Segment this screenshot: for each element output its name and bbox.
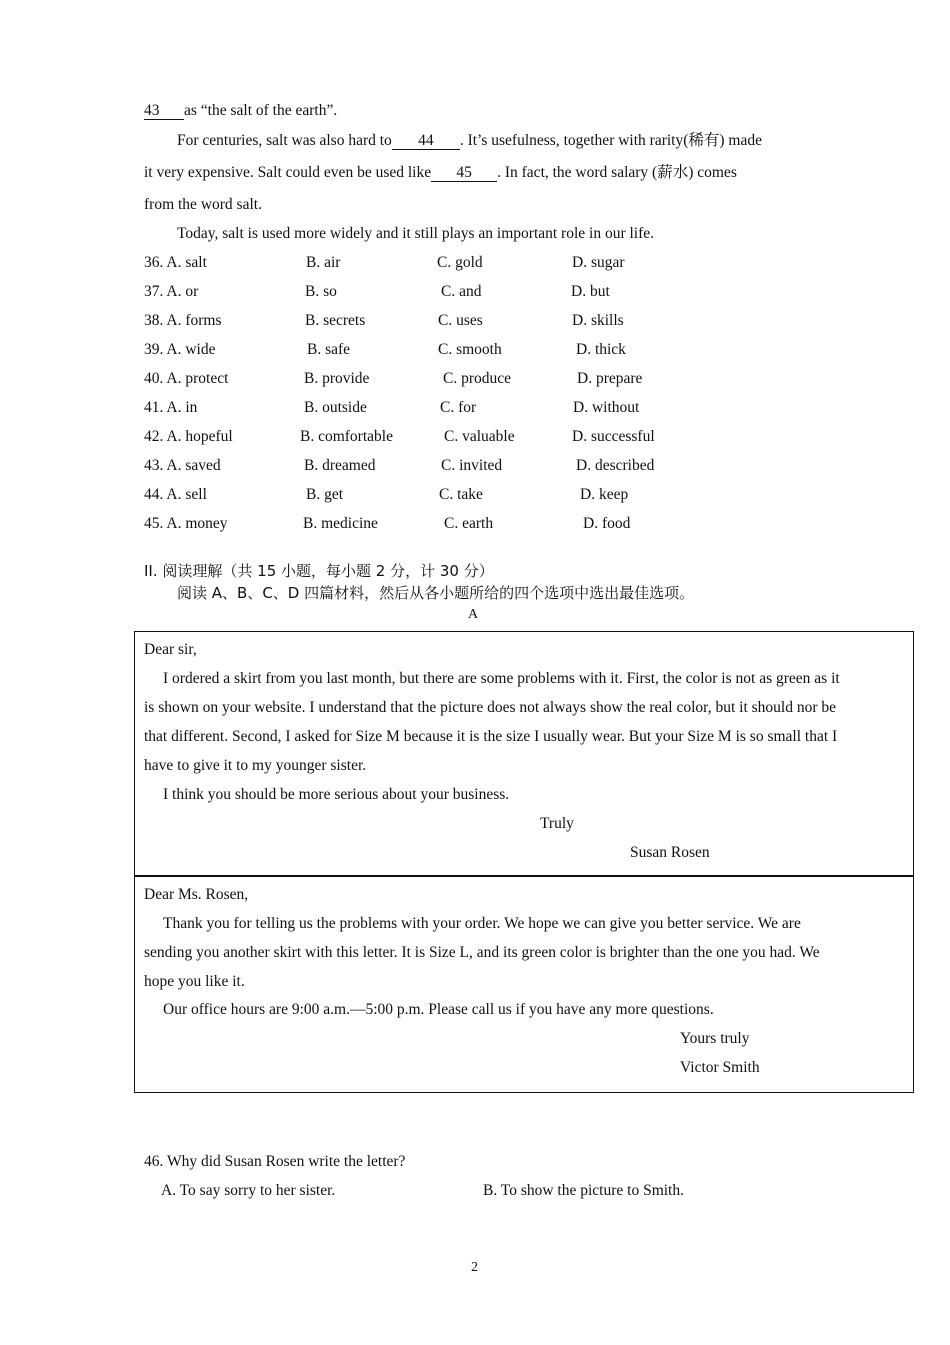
question-45-c: C. earth [444,515,494,532]
question-37-d: D. but [571,283,610,300]
question-38-d: D. skills [572,312,624,329]
passage-label: A [468,607,479,622]
question-44-a: 44. A. sell [144,486,207,503]
question-40-c: C. produce [443,370,512,387]
letter-1-signature: Susan Rosen [630,844,710,861]
question-42-a: 42. A. hopeful [144,428,233,445]
letter-2-greeting: Dear Ms. Rosen, [144,886,249,903]
letter-1-line-1: I ordered a skirt from you last month, but there are some problems with it. First, the color is not as green as it [163,670,840,687]
question-40-b: B. provide [304,370,370,387]
question-39-b: B. safe [307,341,351,358]
cloze-line-3 [144,163,737,183]
blank-45: 45 [431,164,497,182]
question-45-b: B. medicine [303,515,378,532]
letter-2-line-1: Thank you for telling us the problems with your order. We hope we can give you better service. We are [163,915,801,932]
question-38-b: B. secrets [305,312,366,329]
letter-1-line-3: that different. Second, I asked for Size M because it is the size I usually wear. But your Size M is so small that I [144,728,838,745]
question-38-a: 38. A. forms [144,312,222,329]
question-39-c: C. smooth [438,341,502,358]
question-37-a: 37. A. or [144,283,199,300]
letter-2-signature: Victor Smith [680,1059,760,1076]
blank-44: 44 [392,132,460,150]
question-46-option-b: B. To show the picture to Smith. [483,1182,684,1199]
question-41-c: C. for [440,399,477,416]
question-38-c: C. uses [438,312,483,329]
letter-2-line-4: Our office hours are 9:00 a.m.—5:00 p.m. Please call us if you have any more questions. [163,1001,714,1018]
cloze-line-1-text: as “the salt of the earth”. [184,102,338,119]
question-41-d: D. without [573,399,640,416]
blank-43: 43 [144,102,184,120]
question-43-b: B. dreamed [304,457,376,474]
letter-1-line-2: is shown on your website. I understand that the picture does not always show the real color, but it should nor be [144,699,837,716]
page-number: 2 [471,1260,478,1275]
question-46-option-a: A. To say sorry to her sister. [161,1182,336,1199]
cloze-line-3-pre: it very expensive. Salt could even be used like [144,164,432,181]
question-44-c: C. take [439,486,483,503]
question-41-b: B. outside [304,399,367,416]
letter-1-line-5: I think you should be more serious about your business. [163,786,510,803]
question-44-b: B. get [306,486,344,503]
cloze-line-5: Today, salt is used more widely and it still plays an important role in our life. [177,225,655,242]
section-instruction: 阅读 A、B、C、D 四篇材料，然后从各小题所给的四个选项中选出最佳选项。 [177,584,695,602]
question-43-d: D. described [576,457,655,474]
question-36-a: 36. A. salt [144,254,207,271]
question-36-c: C. gold [437,254,483,271]
cloze-line-3-post: . In fact, the word salary (薪水) comes [497,164,737,181]
question-43-c: C. invited [441,457,503,474]
cloze-line-2-pre: For centuries, salt was also hard to [177,132,392,149]
question-45-a: 45. A. money [144,515,228,532]
question-42-c: C. valuable [444,428,515,445]
question-45-d: D. food [583,515,631,532]
question-42-d: D. successful [572,428,655,445]
section-heading: II. 阅读理解（共 15 小题，每小题 2 分，计 30 分） [144,562,494,580]
cloze-line-2 [177,131,762,151]
question-44-d: D. keep [580,486,629,503]
letter-2-closing: Yours truly [680,1030,750,1047]
question-36-b: B. air [306,254,341,271]
question-37-b: B. so [305,283,337,300]
letter-2-line-2: sending you another skirt with this letter. It is Size L, and its green color is brighter than the one you had. We [144,944,820,961]
question-36-d: D. sugar [572,254,625,271]
cloze-line-2-post: . It’s usefulness, together with rarity(稀有) made [459,132,762,149]
question-41-a: 41. A. in [144,399,198,416]
letter-2-line-3: hope you like it. [144,973,245,990]
question-40-a: 40. A. protect [144,370,229,387]
question-42-b: B. comfortable [300,428,393,445]
cloze-line-4: from the word salt. [144,196,262,213]
letter-1-line-4: have to give it to my younger sister. [144,757,367,774]
question-43-a: 43. A. saved [144,457,221,474]
letter-1-box [134,631,914,877]
letter-1-closing: Truly [540,815,574,832]
question-46-stem: 46. Why did Susan Rosen write the letter? [144,1153,406,1170]
letter-2-box [134,875,914,1093]
question-37-c: C. and [441,283,482,300]
question-40-d: D. prepare [577,370,643,387]
letter-1-greeting: Dear sir, [144,641,197,658]
cloze-line-1 [144,101,337,121]
question-39-d: D. thick [576,341,626,358]
question-39-a: 39. A. wide [144,341,216,358]
